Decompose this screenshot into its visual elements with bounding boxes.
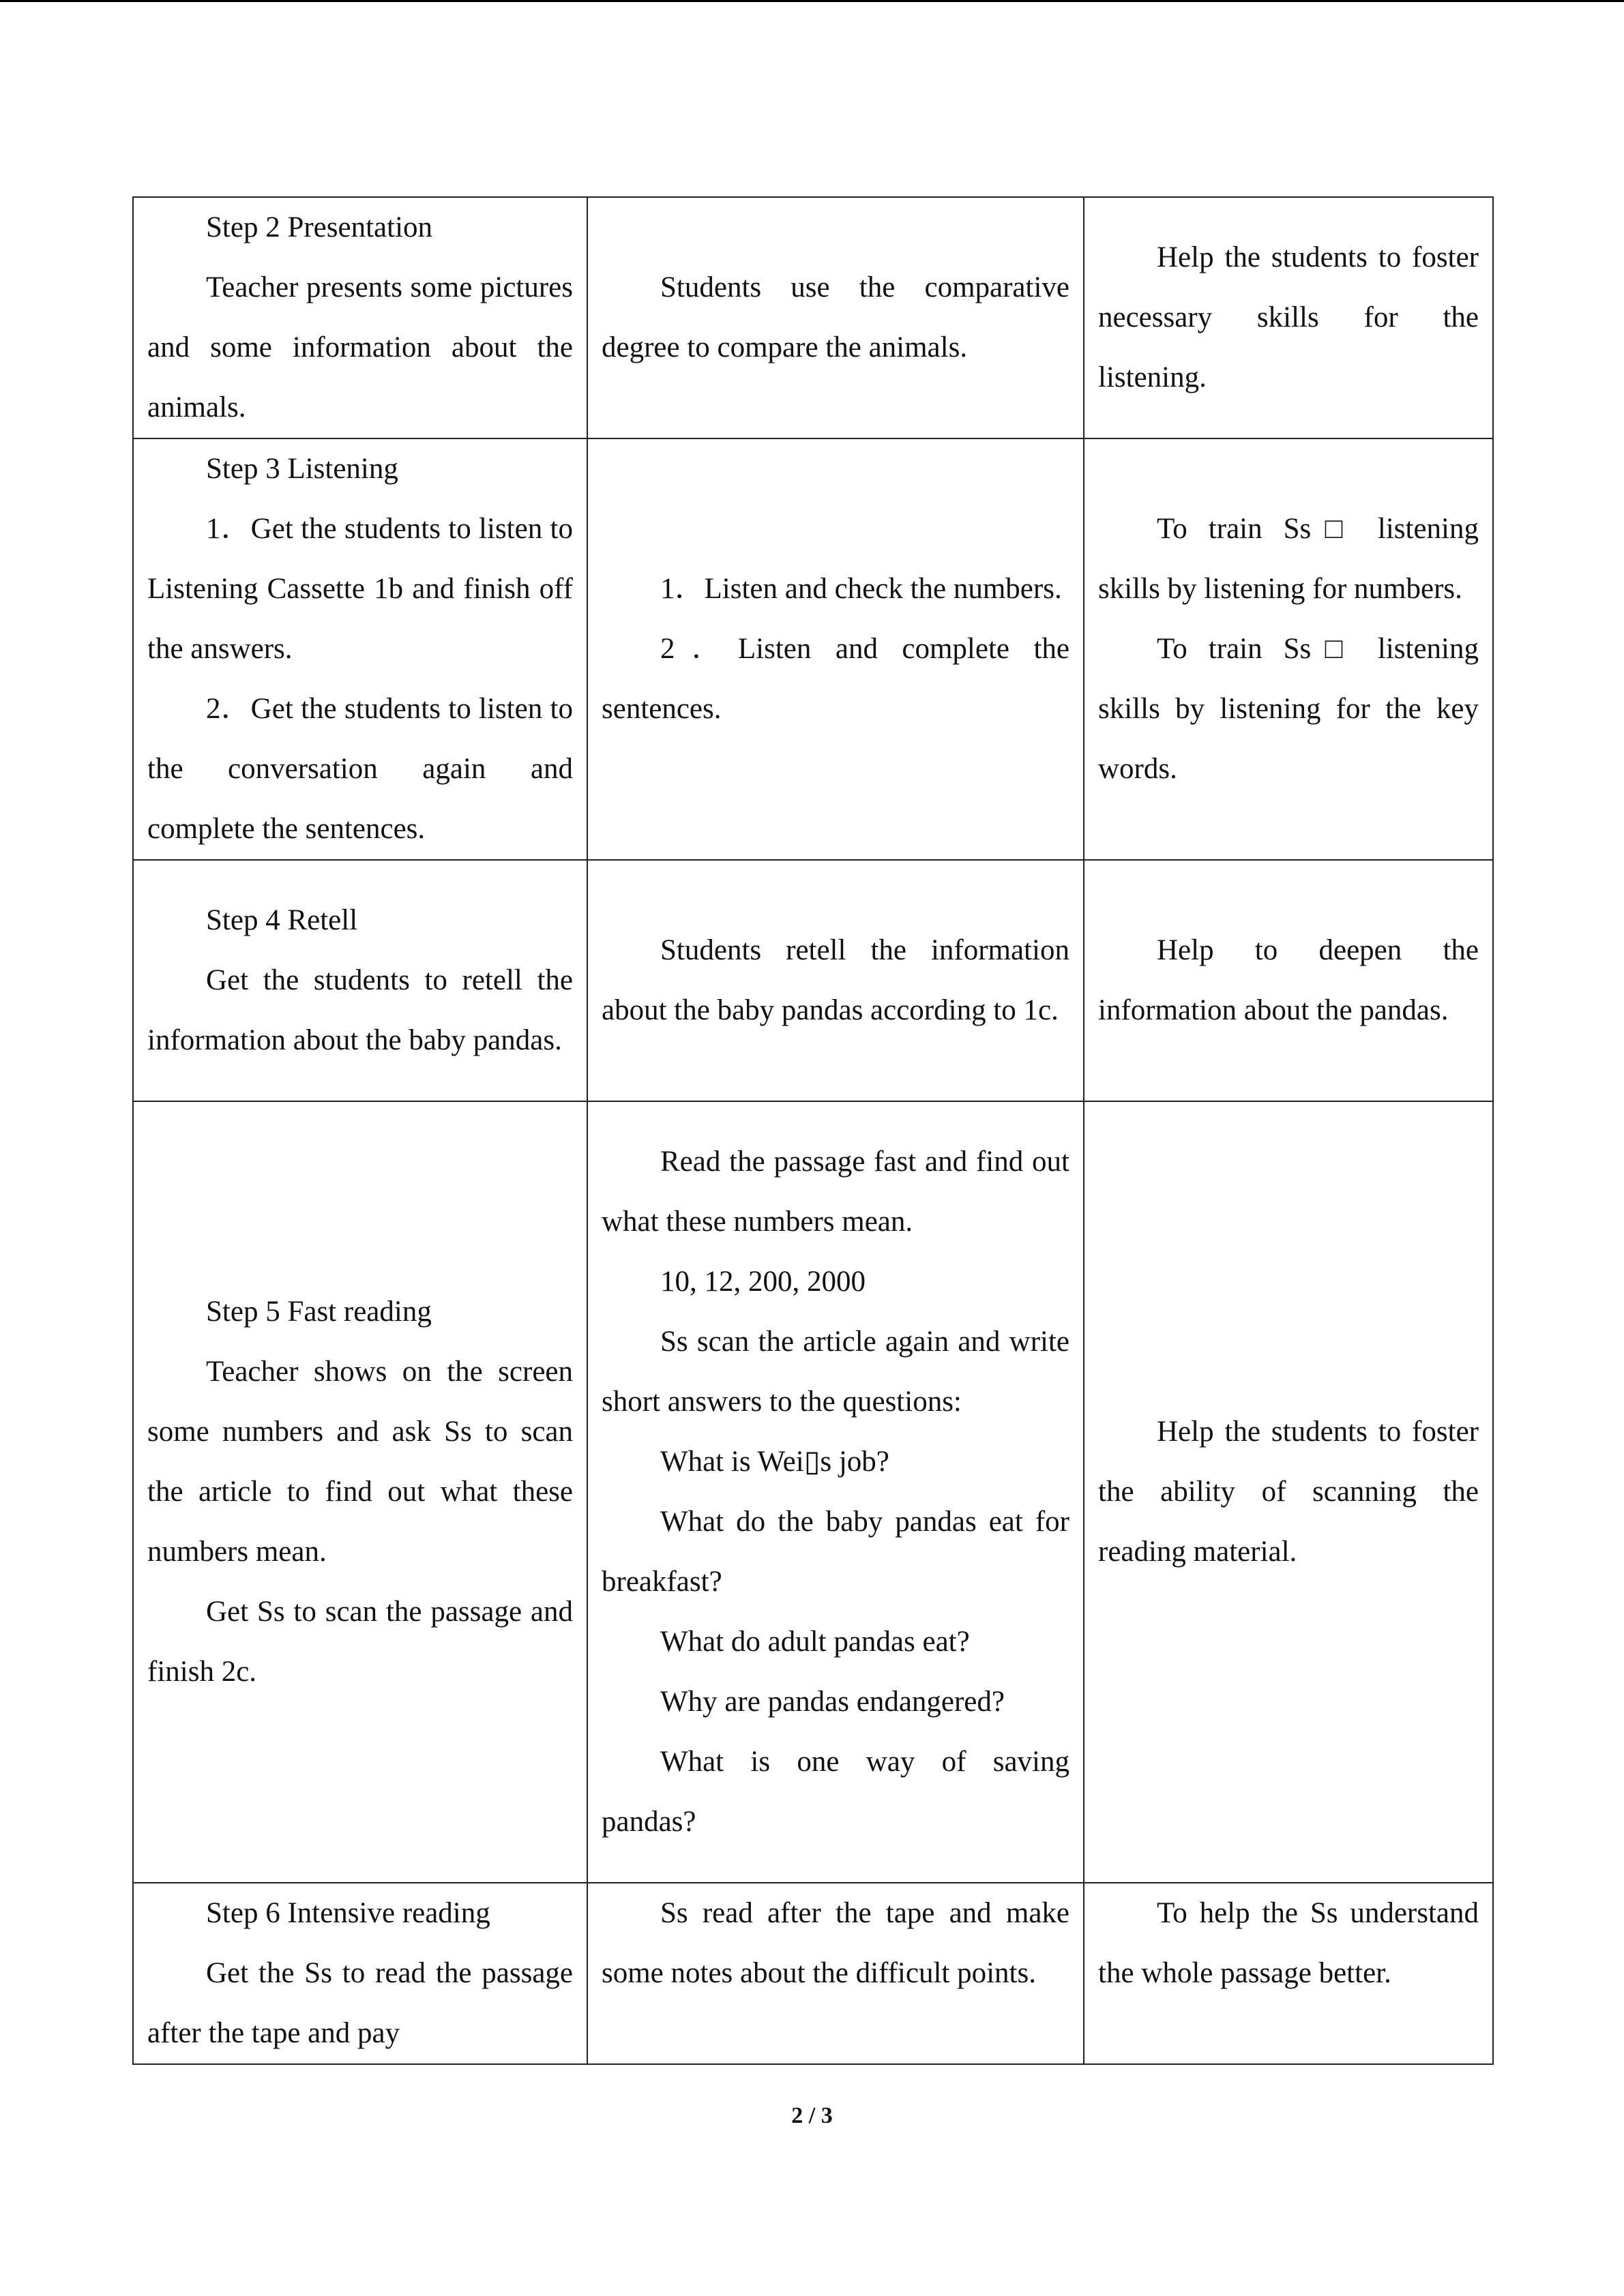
table-row — [133, 438, 1493, 860]
cell-paragraph: Read the passage fast and find out what these numbers mean. — [602, 1146, 1069, 1238]
table-row — [133, 1883, 1493, 2064]
cell-paragraph: Ss read after the tape and make some notes about the difficult points. — [602, 1897, 1069, 1989]
page-number: 2 / 3 — [791, 2103, 833, 2128]
cell-paragraph: What is Wei▯s job? — [660, 1446, 889, 1478]
cell-paragraph: Teacher presents some pictures and some information about the animals. — [147, 271, 573, 423]
procedure-cell — [133, 197, 587, 438]
cell-paragraph: Step 3 Listening — [206, 453, 398, 485]
lesson-plan-table — [132, 196, 1494, 2065]
cell-paragraph: Students retell the information about the baby pandas according to 1c. — [602, 934, 1069, 1026]
student-activity-cell — [587, 438, 1084, 860]
cell-paragraph: 1．Listen and check the numbers. — [660, 573, 1062, 605]
cell-paragraph: Teacher shows on the screen some numbers and ask Ss to scan the article to find out what these numbers mean. — [147, 1356, 573, 1568]
top-border-line — [0, 0, 1624, 2]
cell-paragraph: Help the students to foster necessary skills for the listening. — [1098, 241, 1479, 393]
cell-paragraph: 10, 12, 200, 2000 — [660, 1266, 866, 1298]
cell-paragraph: What do the baby pandas eat for breakfast? — [602, 1506, 1069, 1598]
cell-paragraph: Get the Ss to read the passage after the tape and pay — [147, 1957, 573, 2049]
cell-paragraph: Step 2 Presentation — [206, 211, 433, 243]
cell-paragraph: To help the Ss understand the whole passage better. — [1098, 1897, 1479, 1989]
cell-paragraph: Help the students to foster the ability of scanning the reading material. — [1098, 1416, 1479, 1568]
cell-paragraph: Get Ss to scan the passage and finish 2c. — [147, 1596, 573, 1688]
cell-paragraph: Why are pandas endangered? — [660, 1686, 1005, 1718]
student-activity-cell — [587, 860, 1084, 1101]
purpose-cell — [1084, 860, 1493, 1101]
table-row — [133, 1101, 1493, 1883]
procedure-cell — [133, 1883, 587, 2064]
cell-paragraph: 1．Get the students to listen to Listening Cassette 1b and finish off the answers. — [147, 513, 573, 665]
student-activity-cell — [587, 1883, 1084, 2064]
procedure-cell — [133, 860, 587, 1101]
purpose-cell — [1084, 438, 1493, 860]
procedure-cell — [133, 438, 587, 860]
cell-paragraph: Ss scan the article again and write short answers to the questions: — [602, 1326, 1069, 1418]
cell-paragraph: 2．Listen and complete the sentences. — [602, 633, 1069, 725]
purpose-cell — [1084, 1883, 1493, 2064]
cell-paragraph: What do adult pandas eat? — [660, 1626, 970, 1658]
cell-paragraph: Step 5 Fast reading — [206, 1296, 432, 1328]
student-activity-cell — [587, 1101, 1084, 1883]
cell-paragraph: Students use the comparative degree to compare the animals. — [602, 271, 1069, 363]
cell-paragraph: What is one way of saving pandas? — [602, 1746, 1069, 1838]
procedure-cell — [133, 1101, 587, 1883]
purpose-cell — [1084, 197, 1493, 438]
cell-paragraph: Step 6 Intensive reading — [206, 1897, 490, 1929]
cell-paragraph: To train Ss□ listening skills by listening for the key words. — [1098, 633, 1479, 785]
cell-paragraph: Get the students to retell the information about the baby pandas. — [147, 964, 573, 1056]
cell-paragraph: To train Ss□ listening skills by listening for numbers. — [1098, 513, 1479, 605]
cell-paragraph: 2．Get the students to listen to the conversation again and complete the sentences. — [147, 693, 573, 845]
purpose-cell — [1084, 1101, 1493, 1883]
student-activity-cell — [587, 197, 1084, 438]
cell-paragraph: Step 4 Retell — [206, 904, 358, 936]
cell-paragraph: Help to deepen the information about the pandas. — [1098, 934, 1479, 1026]
table-row — [133, 197, 1493, 438]
table-row — [133, 860, 1493, 1101]
